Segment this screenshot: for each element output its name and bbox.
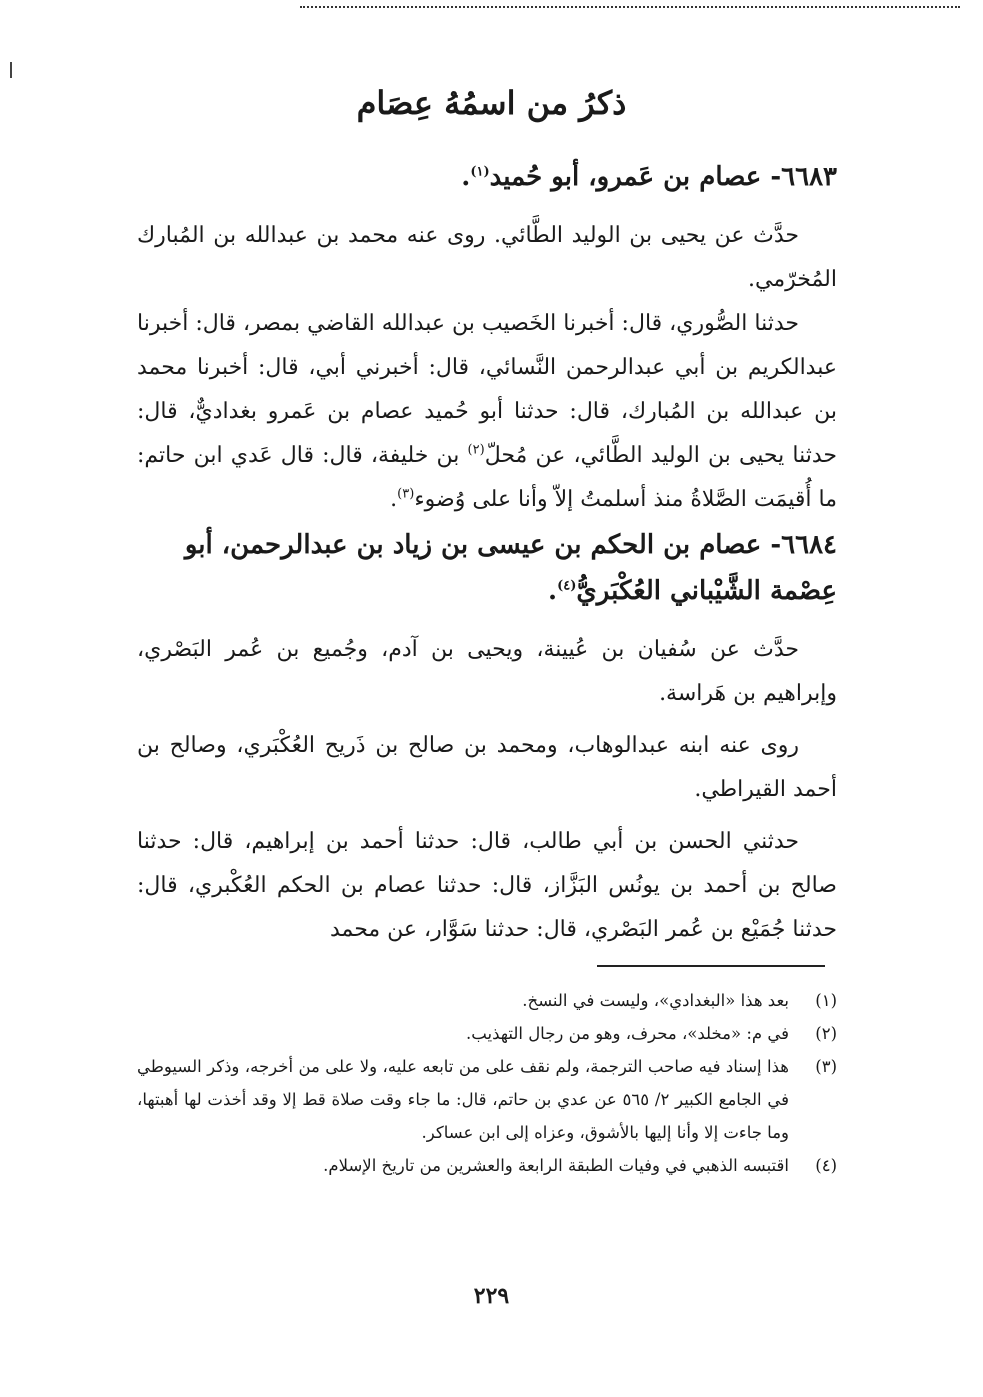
entry-heading-text: ٦٦٨٤- عصام بن الحكم بن عيسى بن زياد بن عبدالرحمن، أبو عِصْمة الشَّيْباني العُكْبَريُّ [184,530,837,606]
footnote [137,1050,837,1149]
margin-mark [10,62,12,78]
entry-paragraph: حدثنا الصُّوري، قال: أخبرنا الخَصيب بن عبدالله القاضي بمصر، قال: أخبرنا عبدالكريم بن أبي عبدالرحمن النَّسائي، قال: أخبرني أبي، قال: أخبرنا محمد بن عبدالله بن المُبارك، قال: حدثنا أبو حُميد عصام بن عَمرو بغداديٌّ، قال: حدثنا يحيى بن الوليد الطَّائي، عن مُحلّ$^{(٢)}$ بن خليفة، قال: قال عَدي ابن حاتم: ما أُقيمَت الصَّلاةُ منذ أسلمتُ إلاّ وأنا على وُضوء$^{(٣)}$. [137,311,837,512]
entry-paragraph: حدَّث عن يحيى بن الوليد الطَّائي. روى عنه محمد بن عبدالله بن المُبارك المُخرّمي. [137,223,837,292]
footnote-text: هذا إسناد فيه صاحب الترجمة، ولم نقف على من تابعه عليه، ولا على من أخرجه، وذكر السيوطي في الجامع الكبير ٢/ ٥٦٥ عن عدي بن حاتم، قال: ما جاء وقت صلاة قط إلا وقد أخذت لها أهبتها، وما جاءت إلا وأنا إليها بالأشوق، وعزاه إلى ابن عساكر. [137,1057,789,1142]
entry-6684 [137,522,837,952]
footnote-text: في م: «مخلد»، محرف، وهو من رجال التهذيب. [466,1024,789,1043]
footnote-text: بعد هذا «البغدادي»، وليست في النسخ. [522,991,789,1010]
top-edge-rule [300,0,960,8]
footnote [137,984,837,1017]
footnote-ref: (١) [470,164,490,180]
footnote [137,1149,837,1182]
footnote-separator [597,965,825,967]
heading-period: . [461,162,471,192]
entry-6683 [137,154,837,522]
footnote [137,1017,837,1050]
footnote-text: اقتبسه الذهبي في وفيات الطبقة الرابعة والعشرين من تاريخ الإسلام. [323,1156,789,1175]
footnotes [137,984,837,1182]
section-title: ذكرُ من اسمُهُ عِصَام [356,84,627,122]
entry-heading [137,522,837,614]
entry-paragraph: روى عنه ابنه عبدالوهاب، ومحمد بن صالح بن ذَريح العُكْبَري، وصالح بن أحمد القيراطي. [137,733,837,802]
entry-heading-text: ٦٦٨٣- عصام بن عَمرو، أبو حُميد [489,162,837,192]
footnote-number: (٢) [815,1024,837,1043]
entry-paragraph: حدَّث عن سُفيان بن عُيينة، ويحيى بن آدم، وجُميع بن عُمر البَصْري، وإبراهيم بن هَراسة. [137,637,837,706]
isnad-text: حدثنا الصُّوري، قال: أخبرنا الخَصيب بن عبدالله القاضي بمصر، قال: أخبرنا عبدالكريم بن أبي عبدالرحمن النَّسائي، قال: أخبرني أبي، قال: أخبرنا محمد بن عبدالله بن المُبارك، قال: حدثنا أبو حُميد عصام بن عَمرو بغداديٌّ، قال: حدثنا يحيى بن الوليد الطَّائي، عن مُحلّ [137,311,837,468]
footnote-ref: (٤) [557,578,577,594]
footnote-number: (٣) [815,1057,837,1076]
entry-heading [137,154,837,200]
footnote-number: (١) [815,991,837,1010]
entry-paragraph: حدثني الحسن بن أبي طالب، قال: حدثنا أحمد بن إبراهيم، قال: حدثنا صالح بن أحمد بن يونُس البَزَّاز، قال: حدثنا عصام بن الحكم العُكْبري، قال: حدثنا جُمَيْع بن عُمر البَصْري، قال: حدثنا سَوَّار، عن محمد [137,829,837,942]
heading-period: . [548,576,558,606]
page-number: ٢٢٩ [473,1283,510,1309]
footnote-ref: (٢) [467,442,485,458]
isnad-text: بن خليفة، قال: قال عَدي ابن حاتم: ما أُقيمَت الصَّلاةُ منذ أسلمتُ إلاّ وأنا على وُضوء [137,443,837,512]
footnote-number: (٤) [815,1156,837,1175]
footnote-ref: (٣) [397,486,415,502]
